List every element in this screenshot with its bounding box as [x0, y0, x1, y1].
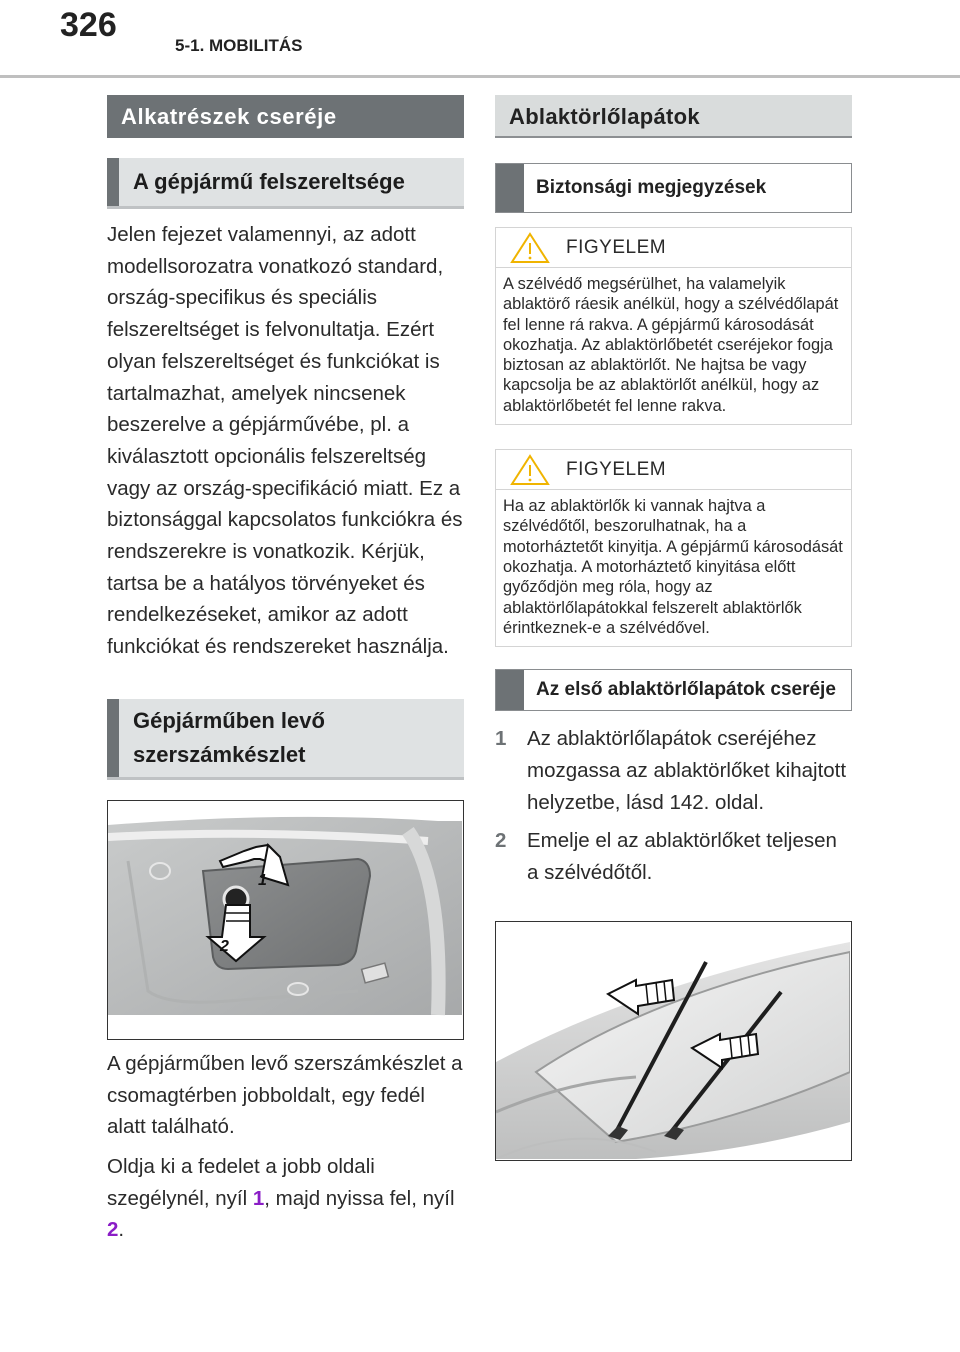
step-text: Az ablaktörlőlapátok cseréjéhez mozgassa az ablaktörlőket kihajtott helyzetbe, lásd 142. oldal. — [527, 727, 847, 814]
warning-2-label: FIGYELEM — [566, 458, 667, 480]
warning-1-header — [496, 228, 851, 268]
header-divider — [0, 75, 960, 78]
warning-2-text: Ha az ablaktörlők ki vannak hajtva a szélvédőtől, beszorulhatnak, ha a motorháztetőt kinyitja. A gépjármű károsodását okozhatja. A motorháztető kinyitása előtt győződjön meg róla, hogy az ablaktörlőlapátokkal felszerelt ablaktörlők érintkeznek-e a szélvédővel. — [503, 497, 843, 637]
subheading-equipment-text: A gépjármű felszereltsége — [133, 169, 405, 194]
toolkit-location-paragraph: A gépjárműben levő szerszámkészlet a csomagtérben jobboldalt, egy fedél alatt található. — [107, 1051, 463, 1139]
step-number: 1 — [495, 727, 507, 751]
step-item — [495, 825, 852, 888]
windshield-illustration — [496, 922, 850, 1159]
svg-text:1: 1 — [258, 871, 267, 889]
subheading-safety-notes-text: Biztonsági megjegyzések — [536, 177, 767, 198]
subheading-safety-notes — [495, 163, 852, 213]
subheading-equipment — [107, 158, 464, 209]
warning-triangle-icon — [510, 231, 560, 265]
step-number: 2 — [495, 829, 507, 853]
trunk-toolkit-figure — [107, 800, 464, 1040]
banner-wiper-blades: Ablaktörlőlapátok — [495, 95, 852, 138]
subheading-toolkit — [107, 699, 464, 780]
step-text: Emelje el az ablaktörlőket teljesen a szélvédőtől. — [527, 829, 837, 884]
warning-1-text: A szélvédő megsérülhet, ha valamelyik ablaktörő ráesik anélkül, hogy a szélvédőlapát fel lenne rá rakva. A gépjármű károsodását okozhatja. Az ablaktörlőbetét cseréjekor fogja biztosan az ablaktörlőt. Ne hajtsa be vagy kapcsolja be az ablaktörlőt anélkül, hogy az ablaktörlőbetét fel lenne rakva. — [503, 275, 839, 415]
wiper-figure — [495, 921, 852, 1161]
subheading-front-wiper-replacement — [495, 669, 852, 711]
right-column — [495, 95, 852, 1161]
step-item — [495, 723, 852, 818]
equipment-paragraph: Jelen fejezet valamennyi, az adott modellsorozatra vonatkozó standard, ország-specifikus és speciális felszereltséget is felvonultatja. Ezért olyan felszereltséget és funkciókat is tartalmazhat, amelyek nincsenek beszerelve a gépjárművébe, pl. a kiválasztott opcionális felszereltség vagy az ország-specifikáció miatt. Ez a biztonsággal kapcsolatos funkciókra és rendszerekre is vonatkozik. Kérjük, tartsa be a hatályos törvényeket és rendelkezéseket, amikor az adott funkciókat és rendszereket használja. — [107, 223, 463, 659]
svg-text:2: 2 — [220, 937, 229, 955]
subheading-front-wiper-text: Az első ablaktörlőlapátok cseréje — [536, 679, 836, 701]
toolkit-open-paragraph: Oldja ki a fedelet a jobb oldali szegélynél, nyíl 1, majd nyissa fel, nyíl 2. — [107, 1154, 455, 1242]
warning-box-1 — [495, 227, 852, 425]
warning-triangle-icon — [510, 453, 560, 487]
section-title: 5-1. MOBILITÁS — [175, 36, 303, 55]
warning-1-label: FIGYELEM — [566, 236, 667, 258]
warning-box-2 — [495, 449, 852, 647]
warning-2-header — [496, 450, 851, 490]
arrow-ref-2: 2 — [107, 1218, 119, 1242]
left-column — [107, 95, 464, 1246]
subheading-toolkit-text: Gépjárműben levő szerszámkészlet — [133, 707, 325, 767]
page-number: 326 — [60, 6, 117, 44]
trunk-illustration — [108, 801, 462, 1038]
step-list — [495, 723, 852, 889]
banner-spare-parts: Alkatrészek cseréje — [107, 95, 464, 138]
arrow-ref-1: 1 — [252, 1186, 265, 1210]
